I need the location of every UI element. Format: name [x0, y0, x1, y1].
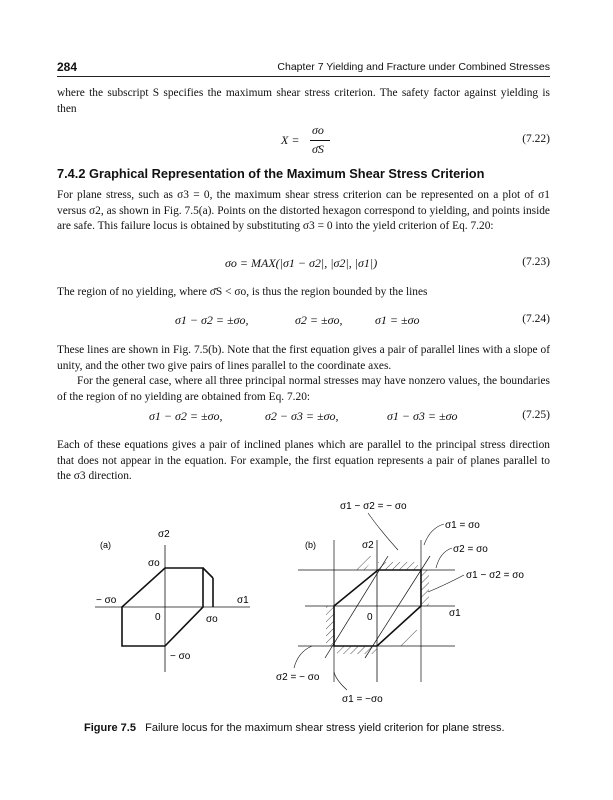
- origin-label: 0: [367, 612, 373, 623]
- label-s1-minus-s2-neg: σ1 − σ2 = − σo: [340, 501, 407, 512]
- label-s2-neg: σ2 = − σo: [276, 672, 320, 683]
- eq-part-a: σ1 − σ2 = ±σo,: [149, 409, 223, 423]
- panel-b-tag: (b): [305, 540, 316, 550]
- paragraph-3: The region of no yielding, where σ̄S < σo, is thus the region bounded by the lines: [57, 286, 428, 298]
- eq-lhs: X =: [281, 133, 300, 147]
- hatch-bottom: [337, 646, 377, 654]
- eq-number: (7.25): [522, 409, 550, 421]
- sigma2-label: σ2: [158, 529, 170, 540]
- figure-caption: [84, 722, 505, 734]
- header-rule: [57, 76, 550, 77]
- leader-line: [334, 672, 347, 690]
- running-title: Chapter 7 Yielding and Fracture under Combined Stresses: [277, 61, 550, 73]
- neg-so-bottom-label: − σo: [170, 651, 191, 662]
- section-heading: 7.4.2 Graphical Representation of the Maximum Shear Stress Criterion: [57, 166, 485, 181]
- eq-part-b: σ2 = ±σo,: [295, 313, 343, 327]
- origin-label: 0: [155, 612, 161, 623]
- panel-a-tag: (a): [100, 540, 111, 550]
- hatch-top: [378, 562, 418, 570]
- equation-7-24: [57, 313, 550, 331]
- hatch-left: [326, 606, 334, 646]
- eq-denominator: σ̄S: [312, 142, 324, 156]
- equation-7-25: [57, 409, 550, 427]
- paragraph-6: Each of these equations gives a pair of inclined planes which are parallel to the principal stress direction that does not appear in the equation. For example, the first equation represents a pair of planes parallel to the σ3 direction.: [57, 439, 550, 483]
- figure-7-5: [0, 490, 613, 715]
- caption-text: Failure locus for the maximum shear stress yield criterion for plane stress.: [145, 722, 505, 734]
- eq-number: (7.24): [522, 313, 550, 325]
- hatch-diag-left: [356, 556, 375, 570]
- leader-line: [294, 646, 312, 668]
- eq-text: σo = MAX(|σ1 − σ2|, |σ2|, |σ1|): [225, 256, 378, 270]
- paragraph-4: These lines are shown in Fig. 7.5(b). Note that the first equation gives a pair of parallel lines with a slope of unity, and the other two give pairs of lines parallel to the coordinate axes.: [57, 344, 550, 372]
- equation-7-23: [57, 256, 550, 274]
- page-header: [57, 60, 550, 76]
- sigma1-label: σ1: [449, 608, 461, 619]
- fraction-bar: [310, 140, 330, 141]
- neg-so-left-label: − σo: [96, 595, 117, 606]
- leader-line: [436, 548, 452, 568]
- so-top-label: σo: [148, 558, 160, 569]
- hexagon-edge: [203, 568, 213, 578]
- eq-part-c: σ1 = ±σo: [375, 313, 420, 327]
- equation-7-22: [57, 121, 550, 159]
- paragraph-1: where the subscript S specifies the maximum shear stress criterion. The safety factor against yielding is then: [57, 87, 550, 115]
- sigma2-label: σ2: [362, 540, 374, 551]
- panel-a: [95, 529, 250, 672]
- eq-part-b: σ2 − σ3 = ±σo,: [265, 409, 339, 423]
- label-s2-pos: σ2 = σo: [453, 544, 488, 555]
- caption-label: Figure 7.5: [84, 722, 136, 734]
- leader-line: [424, 524, 444, 545]
- panel-b: [276, 501, 524, 705]
- sigma1-label: σ1: [237, 595, 249, 606]
- page-number: 284: [57, 60, 78, 74]
- label-s1-minus-s2-pos: σ1 − σ2 = σo: [466, 570, 524, 581]
- hatch-diag-right: [399, 630, 418, 646]
- eq-number: (7.22): [522, 133, 550, 145]
- leader-line: [428, 575, 464, 592]
- eq-number: (7.23): [522, 256, 550, 268]
- label-s1-pos: σ1 = σo: [445, 520, 480, 531]
- label-s1-neg: σ1 = −σo: [342, 694, 383, 705]
- so-right-label: σo: [206, 614, 218, 625]
- paragraph-2: For plane stress, such as σ3 = 0, the maximum shear stress criterion can be represented on a plot of σ1 versus σ2, as shown in Fig. 7.5(a). Points on the distorted hexagon correspond to yielding, and points inside are safe. This failure locus is obtained by substituting σ3 = 0 into the yield criterion of Eq. 7.20:: [57, 189, 550, 233]
- paragraph-5: For the general case, where all three principal normal stresses may have nonzero values, the boundaries of the region of no yielding are obtained from Eq. 7.20:: [57, 375, 550, 403]
- eq-numerator: σo: [312, 123, 324, 137]
- hatch-right: [421, 570, 429, 606]
- eq-part-a: σ1 − σ2 = ±σo,: [175, 313, 249, 327]
- eq-part-c: σ1 − σ3 = ±σo: [387, 409, 458, 423]
